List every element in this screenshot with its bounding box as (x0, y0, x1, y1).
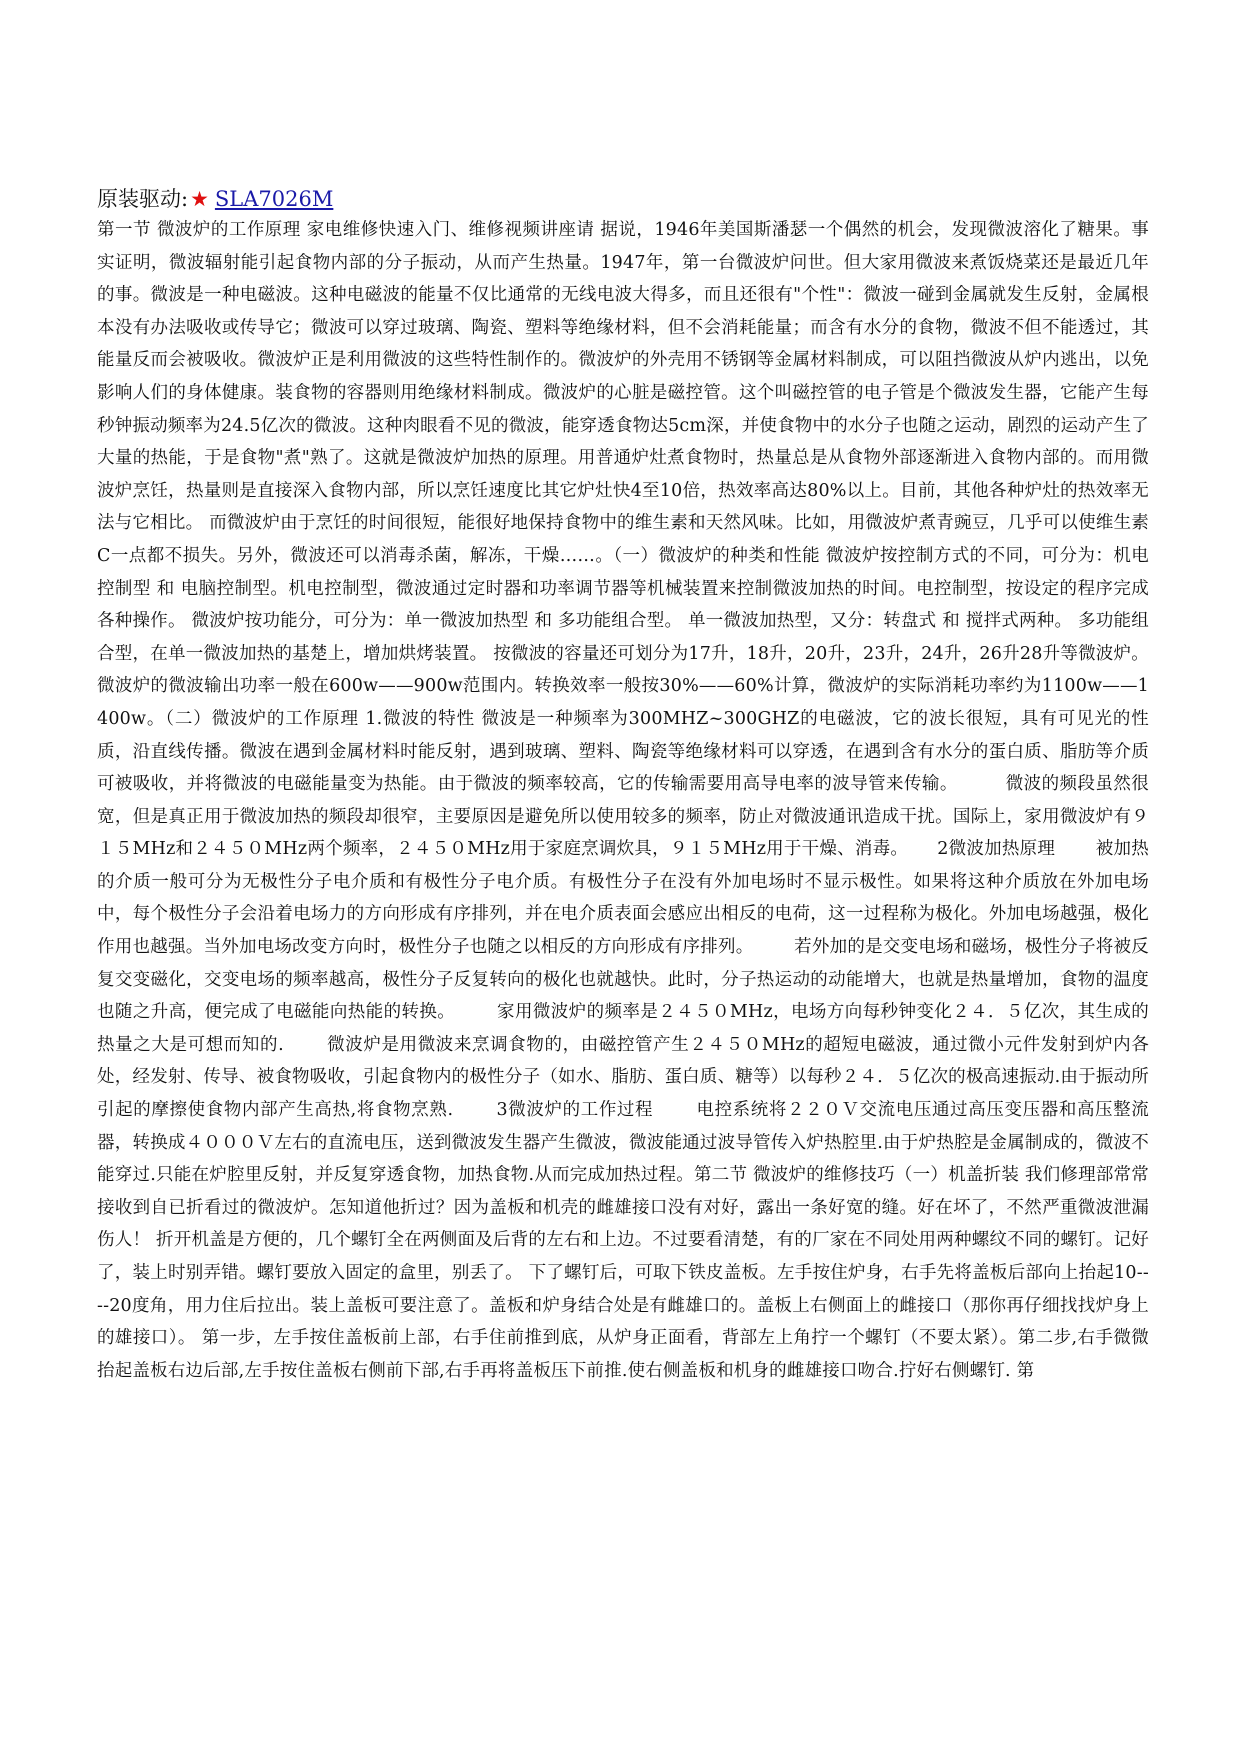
star-icon: ★ (190, 187, 209, 211)
driver-model-link[interactable]: SLA7026M (214, 187, 334, 211)
driver-heading (97, 184, 1149, 214)
article-body: 第一节 微波炉的工作原理 家电维修快速入门、维修视频讲座请 据说，1946年美国斯潘瑟一个偶然的机会，发现微波溶化了糖果。事实证明，微波辐射能引起食物内部的分子振动，从而产生热量。1947年，第一台微波炉问世。但大家用微波来煮饭烧菜还是最近几年的事。微波是一种电磁波。这种电磁波的能量不仅比通常的无线电波大得多，而且还很有"个性"：微波一碰到金属就发生反射，金属根本没有办法吸收或传导它；微波可以穿过玻璃、陶瓷、塑料等绝缘材料，但不会消耗能量；而含有水分的食物，微波不但不能透过，其能量反而会被吸收。微波炉正是利用微波的这些特性制作的。微波炉的外壳用不锈钢等金属材料制成，可以阻挡微波从炉内逃出，以免影响人们的身体健康。装食物的容器则用绝缘材料制成。微波炉的心脏是磁控管。这个叫磁控管的电子管是个微波发生器，它能产生每秒钟振动频率为24.5亿次的微波。这种肉眼看不见的微波，能穿透食物达5cm深，并使食物中的水分子也随之运动，剧烈的运动产生了大量的热能，于是食物"煮"熟了。这就是微波炉加热的原理。用普通炉灶煮食物时，热量总是从食物外部逐渐进入食物内部的。而用微波炉烹饪，热量则是直接深入食物内部，所以烹饪速度比其它炉灶快4至10倍，热效率高达80%以上。目前，其他各种炉灶的热效率无法与它相比。 而微波炉由于烹饪的时间很短，能很好地保持食物中的维生素和天然风味。比如，用微波炉煮青豌豆，几乎可以使维生素C一点都不损失。另外，微波还可以消毒杀菌，解冻，干燥……。（一）微波炉的种类和性能 微波炉按控制方式的不同，可分为：机电控制型 和 电脑控制型。机电控制型，微波通过定时器和功率调节器等机械装置来控制微波加热的时间。电控制型，按设定的程序完成各种操作。 微波炉按功能分，可分为：单一微波加热型 和 多功能组合型。 单一微波加热型，又分：转盘式 和 搅拌式两种。 多功能组合型，在单一微波加热的基楚上，增加烘烤装置。 按微波的容量还可划分为17升，18升，20升，23升，24升，26升28升等微波炉。 微波炉的微波输出功率一般在600w——900w范围内。转换效率一般按30%——60%计算，微波炉的实际消耗功率约为1100w——1400w。（二）微波炉的工作原理 1.微波的特性 微波是一种频率为300MHZ~300GHZ的电磁波，它的波长很短，具有可见光的性质，沿直线传播。微波在遇到金属材料时能反射，遇到玻璃、塑料、陶瓷等绝缘材料可以穿透，在遇到含有水分的蛋白质、脂肪等介质可被吸收，并将微波的电磁能量变为热能。由于微波的频率较高，它的传输需要用高导电率的波导管来传输。 微波的频段虽然很宽，但是真正用于微波加热的频段却很窄，主要原因是避免所以使用较多的频率，防止对微波通讯造成干扰。国际上，家用微波炉有９１５MHz和２４５０MHz两个频率，２４５０MHz用于家庭烹调炊具，９１５MHz用于干燥、消毒。 2微波加热原理 被加热的介质一般可分为无极性分子电介质和有极性分子电介质。有极性分子在没有外加电场时不显示极性。如果将这种介质放在外加电场中，每个极性分子会沿着电场力的方向形成有序排列，并在电介质表面会感应出相反的电荷，这一过程称为极化。外加电场越强，极化作用也越强。当外加电场改变方向时，极性分子也随之以相反的方向形成有序排列。 若外加的是交变电场和磁场，极性分子将被反复交变磁化，交变电场的频率越高，极性分子反复转向的极化也就越快。此时，分子热运动的动能增大，也就是热量增加，食物的温度也随之升高，便完成了电磁能向热能的转换。 家用微波炉的频率是２４５０MHz，电场方向每秒钟变化２４．５亿次，其生成的热量之大是可想而知的. 微波炉是用微波来烹调食物的，由磁控管产生２４５０MHz的超短电磁波，通过微小元件发射到炉内各处，经发射、传导、被食物吸收，引起食物内的极性分子（如水、脂肪、蛋白质、糖等）以每秒２４．５亿次的极高速振动.由于振动所引起的摩擦使食物内部产生高热,将食物烹熟. 3微波炉的工作过程 电控系统将２２０Ｖ交流电压通过高压变压器和高压整流器，转换成４０００Ｖ左右的直流电压，送到微波发生器产生微波，微波能通过波导管传入炉热腔里.由于炉热腔是金属制成的，微波不能穿过.只能在炉腔里反射，并反复穿透食物，加热食物.从而完成加热过程。第二节 微波炉的维修技巧（一）机盖折装 我们修理部常常接收到自已折看过的微波炉。怎知道他折过？因为盖板和机壳的雌雄接口没有对好，露出一条好宽的缝。好在坏了，不然严重微波泄漏伤人！ 折开机盖是方便的，几个螺钉全在两侧面及后背的左右和上边。不过要看清楚，有的厂家在不同处用两种螺纹不同的螺钉。记好了，装上时别弄错。螺钉要放入固定的盒里，别丢了。 下了螺钉后，可取下铁皮盖板。左手按住炉身，右手先将盖板后部向上抬起10----20度角，用力住后拉出。装上盖板可要注意了。盖板和炉身结合处是有雌雄口的。盖板上右侧面上的雌接口（那你再仔细找找炉身上的雄接口）。 第一步，左手按住盖板前上部，右手住前推到底，从炉身正面看，背部左上角拧一个螺钉（不要太紧）。第二步,右手微微抬起盖板右边后部,左手按住盖板右侧前下部,右手再将盖板压下前推.使右侧盖板和机身的雌雄接口吻合.拧好右侧螺钉. 第 (97, 220, 1155, 1381)
document-content (97, 184, 1155, 1387)
driver-label: 原装驱动: (97, 187, 189, 211)
